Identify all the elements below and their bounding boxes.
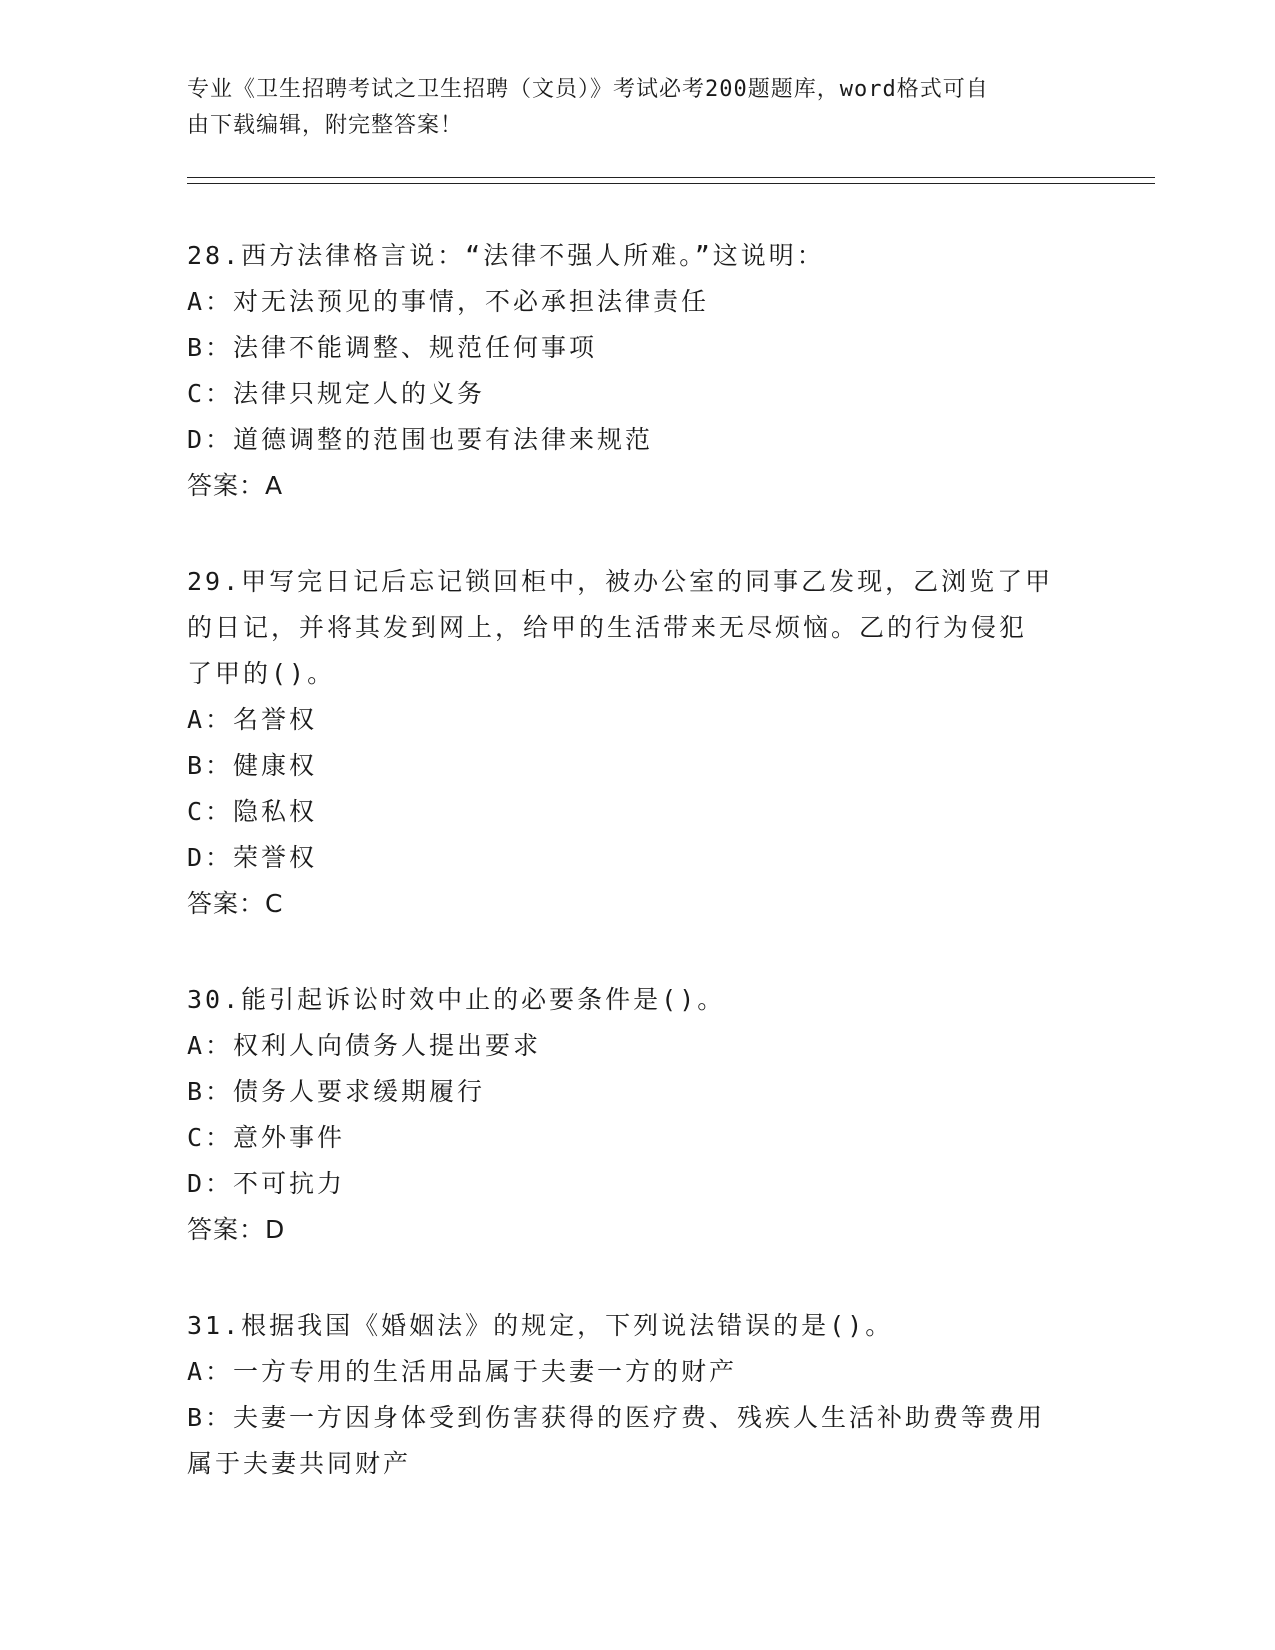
answer: 答案：D: [187, 1215, 286, 1244]
header-divider-bottom: [187, 183, 1155, 184]
option-a: A：权利人向债务人提出要求: [187, 1031, 542, 1060]
header-line-2: 由下载编辑，附完整答案！: [187, 113, 464, 138]
option-c: C：意外事件: [187, 1123, 346, 1152]
option-b: B：债务人要求缓期履行: [187, 1077, 486, 1106]
question-31: [187, 1303, 1087, 1487]
option-b-continued: 属于夫妻共同财产: [187, 1449, 412, 1478]
option-c: C：隐私权: [187, 797, 318, 826]
question-stem: 30.能引起诉讼时效中止的必要条件是()。: [187, 985, 726, 1014]
question-28: [187, 233, 1087, 509]
question-stem: 29.甲写完日记后忘记锁回柜中，被办公室的同事乙发现，乙浏览了甲: [187, 567, 1054, 596]
document-header: [187, 72, 1067, 144]
question-stem: 28.西方法律格言说：“法律不强人所难。”这说明：: [187, 241, 825, 270]
question-stem: 了甲的()。: [187, 659, 336, 688]
question-stem: 31.根据我国《婚姻法》的规定，下列说法错误的是()。: [187, 1311, 894, 1340]
option-b: B：法律不能调整、规范任何事项: [187, 333, 598, 362]
option-a: A：对无法预见的事情，不必承担法律责任: [187, 287, 710, 316]
option-d: D：道德调整的范围也要有法律来规范: [187, 425, 654, 454]
option-a: A：一方专用的生活用品属于夫妻一方的财产: [187, 1357, 738, 1386]
header-line-1: 专业《卫生招聘考试之卫生招聘（文员）》考试必考200题题库，word格式可自: [187, 77, 989, 102]
question-30: [187, 977, 1087, 1253]
answer: 答案：C: [187, 889, 284, 918]
header-divider-top: [187, 177, 1155, 178]
question-29: [187, 559, 1087, 927]
option-d: D：不可抗力: [187, 1169, 346, 1198]
option-b: B：健康权: [187, 751, 318, 780]
question-stem: 的日记，并将其发到网上，给甲的生活带来无尽烦恼。乙的行为侵犯: [187, 613, 1028, 642]
option-d: D：荣誉权: [187, 843, 318, 872]
option-c: C：法律只规定人的义务: [187, 379, 486, 408]
question-list: [187, 233, 1087, 1537]
option-a: A：名誉权: [187, 705, 318, 734]
answer: 答案：A: [187, 471, 284, 500]
option-b: B：夫妻一方因身体受到伤害获得的医疗费、残疾人生活补助费等费用: [187, 1403, 1046, 1432]
